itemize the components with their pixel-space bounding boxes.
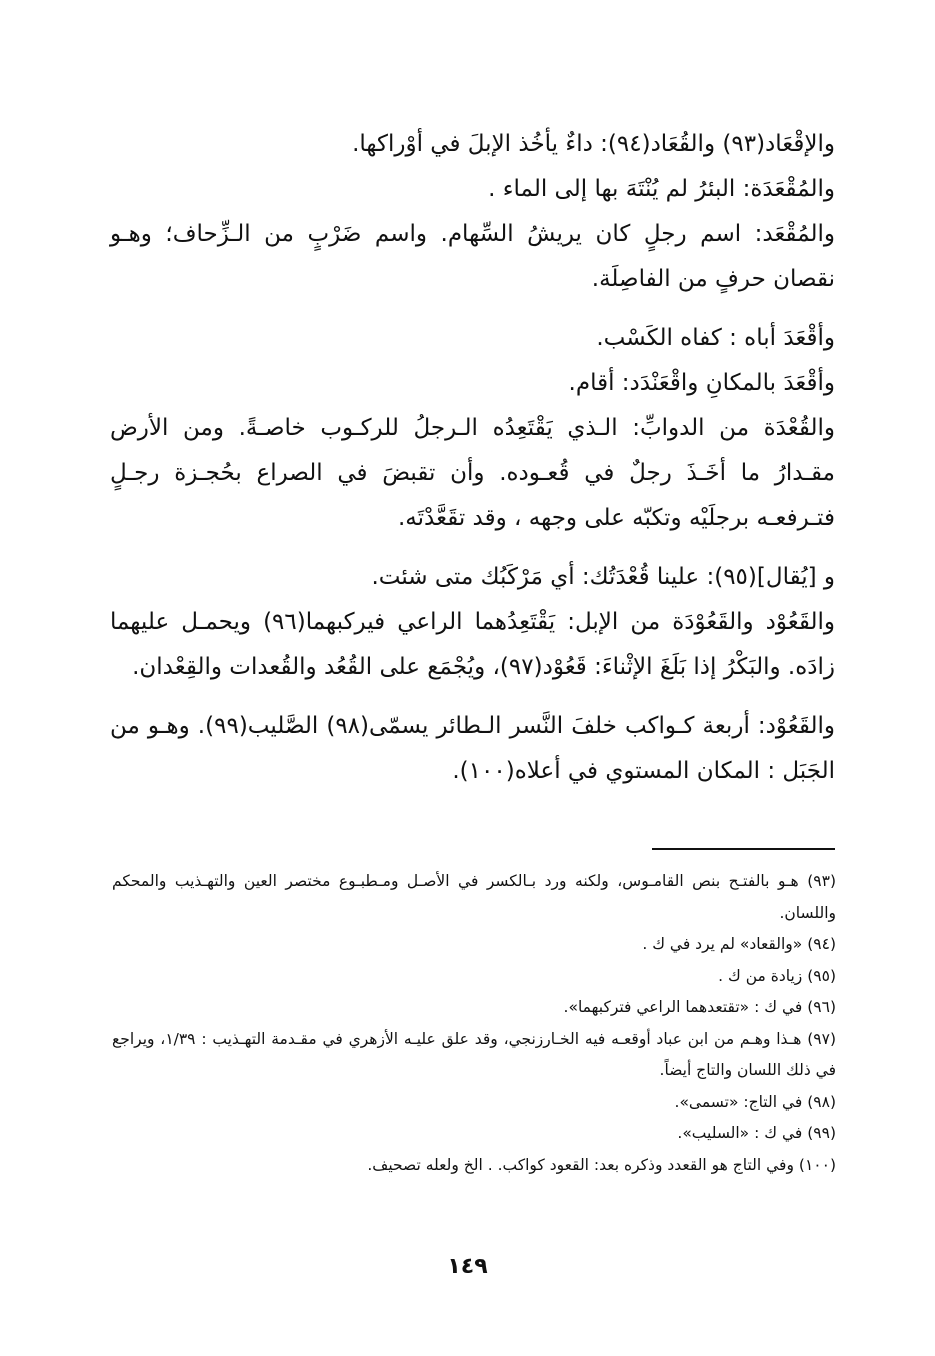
footnote-99	[112, 1118, 836, 1150]
paragraph-gap	[110, 541, 835, 555]
footnote-number: (١٠٠)	[798, 1155, 836, 1174]
footnote-97	[112, 1024, 836, 1087]
entry-yuqal: و [يُقال](٩٥): علينا قُعْدَتُك: أي مَرْكَبُك متى شئت.	[371, 564, 835, 590]
entry-qaud-kawakib: والقَعُوْد: أربعة كـواكب خلفَ النَّسر الـطائر يسمّى(٩٨) الصَّليب(٩٩). وهـو من الجَبَل : المكان المستوي في أعلاه(١٠٠).	[110, 713, 836, 784]
footnote-text: في ك : «تقتعدهما الراعي فتركبهما».	[563, 998, 803, 1016]
footnote-text: في التاج: «تسمى».	[674, 1092, 803, 1111]
footnote-number: (٩٩)	[807, 1124, 836, 1142]
footnote-93	[112, 866, 836, 929]
footnote-number: (٩٣)	[807, 872, 836, 890]
paragraph-gap	[110, 302, 835, 316]
entry-muqad: والمُقْعَد: اسم رجلٍ كان يريشُ السِّهام. واسم ضَرْبٍ من الـزِّحاف؛ وهـو نقصان حرفٍ من الفاصِلَة.	[110, 221, 835, 292]
footnote-96	[112, 992, 836, 1024]
footnote-100	[112, 1150, 836, 1182]
page-number: ١٤٩	[447, 1254, 488, 1279]
entry-aqada-abah: وأقْعَدَ أباه : كفاه الكَسْب.	[596, 325, 835, 351]
footnote-text: في ك : «السليب».	[677, 1124, 803, 1142]
entry-qaud-ibil: والقَعُوْد والقَعُوْدَة من الإبل: يَقْتَعِدُهما الراعي فيركبهما(٩٦) ويحمـل عليهما زادَه. والبَكْرُ إذا بَلَغَ الإثْناءَ: قَعُوْد(٩٧)، ويُجْمَع على القُعُد والقُعدات والقِعْدان.	[110, 609, 835, 680]
entry-qudah: والقُعْدَة من الدوابِّ: الـذي يَقْتَعِدُه الـرجلُ للركـوب خاصـةً. ومن الأرض مقـدارُ ما أخَـذَ رجلٌ في قُعـوده. وأن تقبضَ في الصراع بحُجـزة رجـلٍ فتـرفعـه برجلَيْه وتكبّه على وجهه ، وقد تقَعَّدْتَه.	[110, 415, 835, 531]
main-text	[110, 122, 835, 794]
footnote-text: هـذا وهـم من ابن عباد أوقعـه فيه الخـارزنجي، وقد علق عليـه الأزهري في مقـدمة التهـذيب : ١/٣٩، ويراجع في ذلك اللسان والتاج أيضاً.	[112, 1029, 836, 1079]
footnotes	[112, 866, 836, 1181]
entry-iqaad: والإقْعَاد(٩٣) والقُعَاد(٩٤): داءٌ يأخُذ الإبلَ في أوْراكها.	[352, 131, 835, 157]
footnote-98	[112, 1087, 836, 1119]
paragraph-gap	[110, 690, 835, 704]
footnote-number: (٩٦)	[807, 998, 836, 1016]
entry-muqada: والمُقْعَدَة: البئرُ لم يُنْتَهَ بها إلى الماء .	[488, 176, 835, 202]
footnote-94	[112, 929, 836, 961]
footnote-number: (٩٧)	[807, 1029, 836, 1048]
footnote-text: وفي التاج هو القعدد وذكره بعد: القعود كواكب. . الخ ولعله تصحيف.	[367, 1155, 794, 1174]
footnote-number: (٩٥)	[807, 966, 836, 985]
footnote-number: (٩٤)	[807, 935, 836, 953]
footnote-text: هـو بالفتـح بنص القامـوس، ولكنه ورد بـالكسر في الأصـل ومـطبـوع مختصر العين والتهـذيب والمحكم واللسان.	[112, 872, 836, 922]
footnote-95	[112, 961, 836, 993]
entry-aqada-bilmakan: وأقْعَدَ بالمكانِ واقْعَنْدَد: أقام.	[568, 370, 835, 396]
footnote-separator	[652, 848, 835, 850]
footnote-text: «والقعاد» لم يرد في ك .	[642, 935, 803, 953]
footnote-number: (٩٨)	[807, 1092, 836, 1111]
footnote-text: زيادة من ك .	[718, 966, 803, 985]
